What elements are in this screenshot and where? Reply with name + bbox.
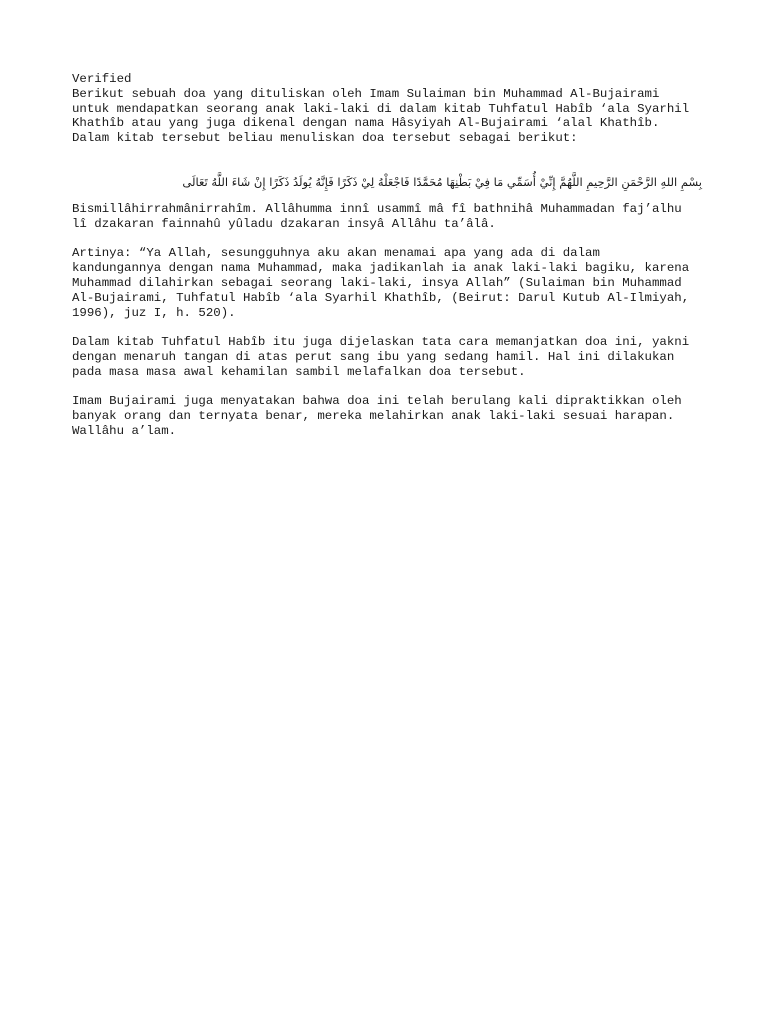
intro-line: untuk mendapatkan seorang anak laki-laki di dalam kitab Tuhfatul Habîb ‘ala Syarhil: [72, 101, 690, 116]
translation-line: Al-Bujairami, Tuhfatul Habîb ‘ala Syarhil Khathîb, (Beirut: Darul Kutub Al-Ilmiyah,: [72, 290, 690, 305]
paragraph-gap: [72, 232, 702, 247]
closing-line: Imam Bujairami juga menyatakan bahwa doa ini telah berulang kali dipraktikkan oleh: [72, 394, 682, 409]
verified-label: Verified: [72, 72, 132, 86]
arabic-prayer: بِسْمِ اللهِ الرَّحْمَنِ الرَّحِيمِ اللَّهُمَّ إِنِّيْ أُسَمِّي مَا فِيْ بَطْنِهَا مُحَمَّدًا فَاجْعَلْهُ لِيْ ذَكَرًا فَإِنَّهُ يُولَدُ ذَكَرًا إِنْ شَاءَ اللَّهُ تَعَالَى: [182, 174, 702, 189]
closing-paragraph: [72, 394, 702, 438]
translation-line: 1996), juz I, h. 520).: [72, 305, 236, 320]
translation-line: Muhammad dilahirkan sebagai seorang laki-laki, insya Allah” (Sulaiman bin Muhammad: [72, 275, 682, 290]
intro-line: Dalam kitab tersebut beliau menuliskan doa tersebut sebagai berikut:: [72, 131, 578, 146]
intro-line: Khathîb atau yang juga dikenal dengan nama Hâsyiyah Al-Bujairami ‘alal Khathîb.: [72, 116, 660, 131]
method-line: pada masa masa awal kehamilan sambil melafalkan doa tersebut.: [72, 364, 526, 379]
method-line: Dalam kitab Tuhfatul Habîb itu juga dijelaskan tata cara memanjatkan doa ini, yakni: [72, 335, 690, 350]
intro-paragraph: [72, 87, 702, 146]
intro-line: Berikut sebuah doa yang dituliskan oleh Imam Sulaiman bin Muhammad Al-Bujairami: [72, 86, 660, 101]
transliteration-line: lî dzakaran fainnahû yûladu dzakaran insyâ Allâhu ta’âlâ.: [72, 216, 496, 231]
translation-paragraph: [72, 246, 702, 320]
method-paragraph: [72, 335, 702, 379]
closing-line: Wallâhu a’lam.: [72, 423, 177, 438]
translation-line: kandungannya dengan nama Muhammad, maka jadikanlah ia anak laki-laki bagiku, karena: [72, 261, 690, 276]
transliteration-line: Bismillâhirrahmânirrahîm. Allâhumma innî usammî mâ fî bathnihâ Muhammadan faj’alhu: [72, 201, 682, 216]
method-line: dengan menaruh tangan di atas perut sang ibu yang sedang hamil. Hal ini dilakukan: [72, 349, 675, 364]
paragraph-gap: [72, 380, 702, 395]
paragraph-gap: [72, 320, 702, 335]
document-page: [72, 72, 702, 439]
closing-line: banyak orang dan ternyata benar, mereka melahirkan anak laki-laki sesuai harapan.: [72, 409, 675, 424]
transliteration-paragraph: [72, 202, 702, 232]
translation-line: Artinya: “Ya Allah, sesungguhnya aku akan menamai apa yang ada di dalam: [72, 246, 600, 261]
